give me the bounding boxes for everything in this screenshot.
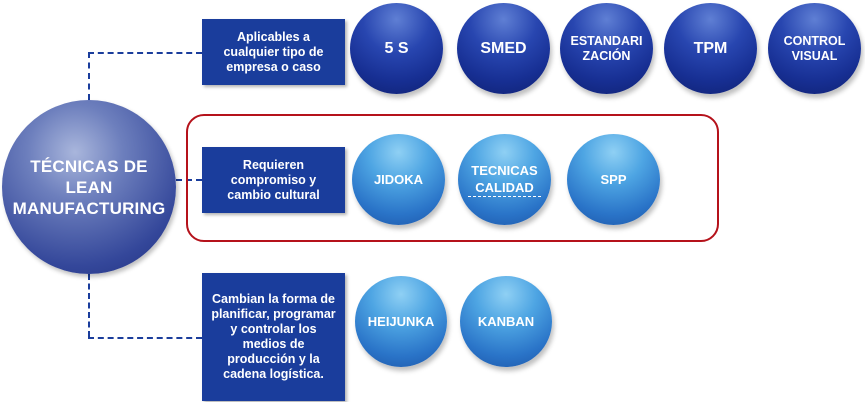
group-1-label-box	[202, 19, 345, 85]
technique-spp: SPP	[567, 134, 660, 225]
group-2-label-box	[202, 147, 345, 213]
technique-control-visual: CONTROL VISUAL	[768, 3, 861, 94]
center-label: TÉCNICAS DE LEAN MANUFACTURING	[12, 156, 166, 218]
group-2-label: Requieren compromiso y cambio cultural	[227, 157, 320, 202]
technique-tecnicas-calidad: TECNICAS CALIDAD	[458, 134, 551, 225]
technique-5s: 5 S	[350, 3, 443, 94]
technique-estandarizacion: ESTANDARI ZACIÓN	[560, 3, 653, 94]
technique-jidoka: JIDOKA	[352, 134, 445, 225]
connector-bottom-horizontal	[88, 337, 202, 339]
connector-top-vertical	[88, 52, 90, 100]
technique-tpm: TPM	[664, 3, 757, 94]
group-3-label: Cambian la forma de planificar, programar y controlar los medios de producción y la cadena logística.	[211, 292, 336, 381]
group-3-label-box	[202, 273, 345, 401]
group-1-label: Aplicables a cualquier tipo de empresa o caso	[223, 29, 324, 74]
lean-manufacturing-circle	[2, 100, 176, 274]
connector-top-horizontal	[88, 52, 202, 54]
technique-heijunka: HEIJUNKA	[355, 276, 447, 367]
connector-bottom-vertical	[88, 274, 90, 337]
technique-smed: SMED	[457, 3, 550, 94]
technique-kanban: KANBAN	[460, 276, 552, 367]
